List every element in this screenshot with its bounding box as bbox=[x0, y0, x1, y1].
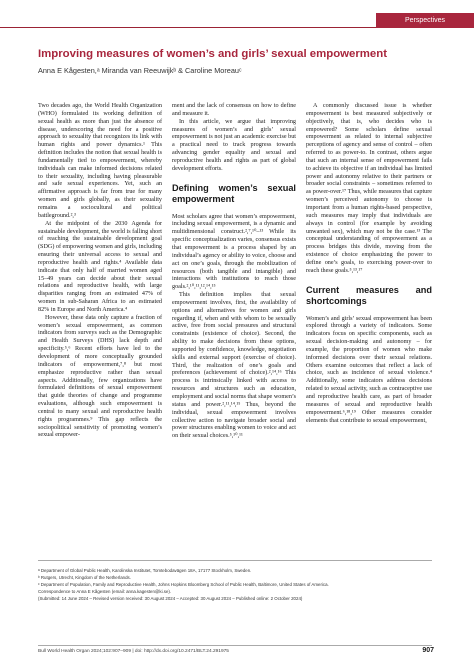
affiliation-b: ᵇ Rutgers, Utrecht, Kingdom of the Netherlands. bbox=[38, 575, 131, 581]
paragraph: Two decades ago, the World Health Organization (WHO) formulated its working definition of sexual health as more than just the absence of disease, underscoring the need for a positive approach to sexuality that recognizes its link with human rights and power dynamics.¹ This definition includes the notion that sexual health is fundamentally tied to empowerment, whereby individuals can make informed decisions related to their sexuality, including having pleasurable and safe sexual experiences. Yet, such an affirmative approach is far from true for many women and girls globally, as their sexuality remains a sociocultural and political battleground.²,³ bbox=[38, 103, 162, 219]
footer-rule bbox=[38, 645, 432, 646]
paragraph: Women’s and girls’ sexual empowerment has been explored through a variety of indicators. Some indicators focus on specific components, such as sexual decision-making and autonomy – for example, the proportion of women who make informed decisions over their sexual relations. Others examine outcomes that reflect a lack of choice, such as incidence of sexual violence.⁴ Additionally, some indicators address decisions related to sexual activity, such as contraceptive use and reproductive health care, as part of broader measures of sexual and reproductive health empowerment.⁶,¹⁸,¹⁹ Other measures consider elements that contribute to sexual empowerment, bbox=[306, 315, 432, 424]
author-line: Anna E Kågesten,ᵃ Miranda van Reeuwijkᵇ & Caroline Moreauᶜ bbox=[38, 66, 242, 75]
column-3 bbox=[306, 103, 432, 425]
paragraph: At the midpoint of the 2030 Agenda for sustainable development, the world is falling short of reaching the sustainable development goal (SDG) of empowering women and girls, including ensuring their universal access to sexual and reproductive health and rights.⁴ Available data indicate that only half of married women aged 15–49 years can decide about their sexual relations and reproductive health, with large disparities ranging from an estimated 47% of women in sub-Saharan Africa to an estimated 82% in Europe and North America.⁴ bbox=[38, 220, 162, 313]
page-number: 907 bbox=[422, 647, 434, 654]
paragraph: A commonly discussed issue is whether empowerment is best measured subjectively or objectively, that is, who decides who is empowered? Some scholars define sexual empowerment as related to internal subjective perceptions of agency and sense of control – often referred to as power-to. In contrast, others argue that such an internal sense of empowerment fails to achieve its objective if an individual has limited power and autonomy relative to their partners or broader social constraints – sometimes referred to as power-over.¹⁷ Thus, while measures that capture women’s perceived autonomy to choose is important from a human rights-based perspective, such measures may imply that individuals are always in control (for example by avoiding unwanted sex), which may not be the case.¹³ The conceptual understanding of empowerment as a process bridges this divide, moving from the existence of choice emphasizing the power to define one’s goals, to exercising power-over to reach these goals.⁵,¹³,¹⁷ bbox=[306, 103, 432, 274]
section-heading-defining: Defining women’s sexual empowerment bbox=[172, 182, 296, 204]
column-2 bbox=[172, 103, 296, 441]
paragraph: In this article, we argue that improving measures of women’s and girls’ sexual empowerment is not just an academic exercise but a practical need to track progress towards advancing gender equality and sexual and reproductive health and rights as part of global development efforts. bbox=[172, 118, 296, 172]
footnotes bbox=[38, 567, 438, 602]
affiliation-c: ᶜ Department of Population, Family and Reproductive Health, Johns Hopkins Bloomberg School of Public Health, Baltimore, United States of America. bbox=[38, 582, 329, 588]
section-heading-current-measures: Current measures and shortcomings bbox=[306, 284, 432, 306]
article-title: Improving measures of women’s and girls’ sexual empowerment bbox=[38, 48, 387, 60]
citation-line: Bull World Health Organ 2024;102:907–909 | doi: http://dx.doi.org/10.2471/BLT.24.291975 bbox=[38, 649, 229, 654]
footnote-divider bbox=[38, 560, 432, 561]
paragraph: ment and the lack of consensus on how to define and measure it. bbox=[172, 103, 296, 117]
correspondence: Correspondence to Anna E Kågesten (email: anna.kagesten@ki.se). bbox=[38, 589, 172, 595]
paragraph: This definition implies that sexual empowerment involves, first, the availability of options and alternatives for women and girls regarding if, when and with whom to be sexually active, free from social pressures and structural constraints (existence of choice). Second, the ability to make decisions from these options, supported by confidence, knowledge, negotiation skills and external support (exercise of choice). Third, the realization of one’s goals and preferences (achievement of choice).²,¹⁴,¹⁶ This process is intrinsically linked with access to resources and structures such as education, employment and social norms that shape women’s status and power.²,¹¹,¹⁴,¹⁵ Thus, beyond the individual, sexual empowerment involves collective action to navigate broader social and power structures enabling women to voice and act on their sexual choices.⁵,¹⁰,¹¹ bbox=[172, 292, 296, 440]
column-1 bbox=[38, 103, 162, 440]
paragraph: However, these data only capture a fraction of women’s sexual empowerment, as common indicators from surveys such as the Demographic and Health Surveys (DHS) lack depth and specificity.⁵,⁶ Recent efforts have led to the development of more conceptually grounded indicators of empowerment,⁷,⁸ but most emphasize reproductive rather than sexual aspects. Additionally, few organizations have formulated definitions of sexual empowerment that guide theories of change and programme evaluations, although such empowerment is central to many sexual and reproductive health rights programmes.⁹ This gap reflects the sociopolitical sensitivity of promoting women’s sexual empower- bbox=[38, 314, 162, 439]
affiliation-a: ᵃ Department of Global Public Health, Karolinska Institutet, Tomtebodavägen 18A, 17177 Stockholm, Sweden. bbox=[38, 568, 252, 573]
submission-dates: (Submitted: 14 June 2024 – Revised version received: 30 August 2024 – Accepted: 30 August 2024 – Published online: 2 October 2024) bbox=[38, 596, 303, 602]
section-tag: Perspectives bbox=[376, 13, 474, 28]
paragraph: Most scholars agree that women’s empowerment, including sexual empowerment, is a dynamic and multidimensional construct.²,⁷,¹⁰–¹³ While its specific conceptualization varies, consensus exists that empowerment is a process shaped by an individual’s agency or ability to voice, choose and act on one’s goals, through the mobilization of resources (both tangible and intangible) and interactions with institutions to reach those goals.²,¹⁰,¹¹,¹²,¹⁴,¹⁵ bbox=[172, 213, 296, 291]
